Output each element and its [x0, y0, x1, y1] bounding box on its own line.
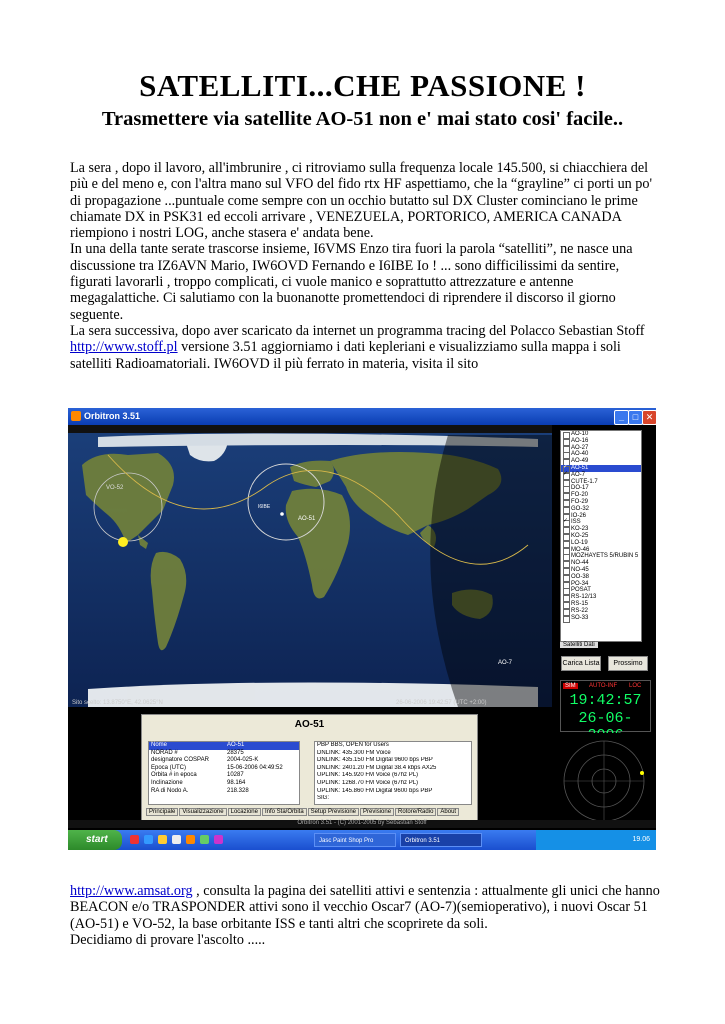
info-line: UPLINK: 1268.70 FM Voice (67hz PL): [317, 779, 419, 786]
satellite-list-item[interactable]: RS-22: [561, 608, 641, 615]
panel-tab[interactable]: About: [437, 808, 459, 816]
row-value: 15-06-2006 04:49:52: [227, 764, 283, 771]
clock-panel: [560, 680, 651, 732]
row-value: 28375: [227, 749, 244, 756]
row-value: 218.328: [227, 787, 249, 794]
frequency-info[interactable]: [314, 741, 472, 805]
satellite-list-item[interactable]: SO-33: [561, 615, 641, 622]
para-1b: In una della tante serate trascorse insieme, I6VMS Enzo tira fuori la parola “satelliti”, ne nasce una discussione tra IZ6AVN Mario, IW6OVD Fernando e I6IBE Io ! ... sono difficilissimi da sentire, figurati lavorarli , troppo complicati, ci vuole manico e soprattutto attrezzature e antenne megagalattiche. Ci salutiamo con la buonanotte promettendoci di riprendere il discorso il giorno seguente.: [70, 241, 633, 323]
ao51-label: AO-51: [298, 516, 316, 522]
close-icon[interactable]: ✕: [642, 410, 656, 425]
orbitron-screenshot: [68, 408, 656, 850]
satellite-list-item[interactable]: KO-23: [561, 526, 641, 533]
row-key: designatore COSPAR: [151, 757, 209, 764]
load-list-button[interactable]: Carica Lista: [561, 656, 601, 671]
satellite-list-item[interactable]: RS-12/13: [561, 594, 641, 601]
world-map[interactable]: [68, 425, 552, 707]
maximize-icon[interactable]: □: [628, 410, 643, 425]
document-subtitle: Trasmettere via satellite AO-51 non e' mai stato cosi' facile..: [101, 108, 624, 130]
quicklaunch-icon[interactable]: [144, 835, 153, 844]
satellite-list-item[interactable]: DO-17: [561, 485, 641, 492]
map-site-status: Sito scelto: 13.8750°E, 42.0625°N: [72, 700, 163, 706]
document-title: SATELLITI...CHE PASSIONE !: [139, 68, 586, 103]
satellite-list[interactable]: [560, 430, 642, 642]
table-row[interactable]: [149, 780, 299, 788]
satellite-list-item[interactable]: MO-46: [561, 547, 641, 554]
satellite-list-item[interactable]: AO-40: [561, 451, 641, 458]
row-key: RA di Nodo A.: [151, 787, 189, 794]
vo52-label: VO-52: [106, 485, 124, 491]
panel-title: AO-51: [294, 719, 325, 730]
info-line: UPLINK: 145.860 FM Digital 9600 bps PBP: [317, 787, 433, 794]
minimize-icon[interactable]: _: [614, 410, 629, 425]
panel-tab[interactable]: Principale: [146, 808, 178, 816]
map-time-status: 26-06-2006 19:42:57 (UTC +2:00): [396, 700, 487, 706]
panel-tab[interactable]: Visualizzazione: [179, 808, 226, 816]
quicklaunch-icon[interactable]: [130, 835, 139, 844]
status-bar: Orbitron 3.51 - (C) 2001-2005 by Sebastian Stoff: [68, 820, 656, 828]
para-2a: , consulta la pagina dei satelliti attivi e sentenzia : attualmente gli unici che hanno BEACON e/o TRASPONDER attivi sono il vecchio Oscar7 (AO-7)(semioperativo), i nuovi Oscar 51 (AO-51) e VO-52, la base orbitante ISS e tanti altri che scoprirete da soli.: [70, 883, 660, 932]
info-line: PBP BBS, OPEN for Users: [317, 742, 389, 748]
start-button[interactable]: start: [68, 830, 122, 850]
satellite-list-item[interactable]: NO-45: [561, 567, 641, 574]
system-tray-clock[interactable]: 19.06: [536, 830, 656, 850]
list-tabs[interactable]: Satelliti Dati: [560, 642, 598, 648]
para-1a: La sera , dopo il lavoro, all'imbrunire , ci ritroviamo sulla frequenza locale 145.500, si chiacchiera del più e del meno e, con l'altra mano sul VFO del fido rtx HF aspettiamo, che la “grayline” ci porti un po' di propagazione ...puntuale come sempre con un occhio butatto sul DX Cluster cominciano le prime chiamate DX in PSK31 ed eccoli arrivare , VENEZUELA, PORTORICO, AMERICA CANADA riempiono i nostri LOG, anche stasera e' andata bene.: [70, 160, 653, 242]
table-row[interactable]: [149, 772, 299, 780]
row-value: AO-51: [227, 742, 245, 748]
satellite-list-item[interactable]: IO-26: [561, 513, 641, 520]
quicklaunch-icon[interactable]: [214, 835, 223, 844]
satellite-list-item[interactable]: NO-44: [561, 560, 641, 567]
orbitron-app-icon: [71, 411, 81, 421]
satellite-list-item[interactable]: PO-34: [561, 581, 641, 588]
satellite-list-item[interactable]: POSAT: [561, 587, 641, 594]
ao7-label: AO-7: [498, 660, 513, 666]
table-row[interactable]: [149, 757, 299, 765]
satellite-list-item[interactable]: AO-7 ✓: [561, 472, 641, 479]
satellite-list-item[interactable]: AO-27: [561, 445, 641, 452]
satellite-list-item[interactable]: FO-20: [561, 492, 641, 499]
table-row[interactable]: [149, 788, 299, 796]
row-key: Nome: [151, 742, 168, 748]
closing-paragraph: [70, 883, 662, 948]
satellite-list-item[interactable]: MOZHAYETS 5/RUBIN 5: [561, 553, 641, 560]
next-button[interactable]: Prossimo: [608, 656, 648, 671]
panel-tab[interactable]: Previsione: [360, 808, 394, 816]
info-line: UPLINK: 145.920 FM Voice (67hz PL): [317, 772, 419, 779]
satellite-list-item[interactable]: AO-51 ✓: [561, 465, 641, 472]
row-key: NORAD #: [151, 749, 178, 756]
row-value: 2004-025-K: [227, 757, 259, 764]
table-row[interactable]: [149, 750, 299, 758]
satellite-list-item[interactable]: AO-10: [561, 431, 641, 438]
panel-tab[interactable]: Locazione: [228, 808, 261, 816]
clock-date: 26-06-: [578, 710, 633, 727]
panel-tabs[interactable]: [146, 809, 460, 815]
clock-time: 19:42:57: [569, 692, 642, 709]
row-key: Inclinazione: [151, 779, 183, 786]
amsat-link[interactable]: http://www.amsat.org: [70, 883, 193, 899]
table-row[interactable]: [149, 765, 299, 773]
window-title: Orbitron 3.51: [84, 411, 141, 421]
para-1c-pre: La sera successiva, dopo aver scaricato da internet un programma tracing del Polacco Sebastian Stoff: [70, 322, 645, 339]
info-line: DNLINK: 435.150 FM Digital 9600 bps PBP: [317, 757, 433, 764]
loc-tag[interactable]: LOC: [629, 683, 642, 689]
sim-tag[interactable]: SIM: [565, 683, 576, 689]
window-titlebar: [68, 408, 656, 425]
taskbar-orbitron[interactable]: Orbitron 3.51: [400, 833, 482, 847]
info-line: SIG:: [317, 795, 330, 802]
para-1c-post: versione 3.51 aggiorniamo i dati kepleriani e visualizziamo sulla mappa i soli satelliti Radioamatoriali. IW6OVD il più ferrato in materia, visita il sito: [70, 339, 621, 372]
satellite-list-item[interactable]: KO-25: [561, 533, 641, 540]
quicklaunch-icon[interactable]: [186, 835, 195, 844]
satellite-list-item[interactable]: FO-29: [561, 499, 641, 506]
satellite-list-item[interactable]: CUTE-1.7: [561, 479, 641, 486]
stoff-link[interactable]: http://www.stoff.pl: [70, 339, 178, 356]
row-key: Epoca (UTC): [151, 764, 187, 771]
panel-tab[interactable]: Setup Previsione: [308, 808, 359, 816]
row-value: 10287: [227, 772, 244, 779]
quicklaunch-icon[interactable]: [200, 835, 209, 844]
info-line: DNLINK: 2401.20 FM Digital 38.4 kbps AX25: [317, 764, 437, 771]
orbital-data-table[interactable]: [148, 741, 300, 805]
para-2b: Decidiamo di provare l'ascolto .....: [70, 931, 266, 948]
radar-display: [560, 733, 649, 828]
sun-marker: [118, 537, 128, 547]
satellite-list-item[interactable]: GO-32: [561, 506, 641, 513]
satellite-list-item[interactable]: LO-19: [561, 540, 641, 547]
intro-paragraph: [70, 160, 662, 372]
taskbar-paintshop[interactable]: Jasc Paint Shop Pro: [314, 833, 396, 847]
satellite-info-panel: [141, 714, 478, 822]
row-key: Orbita # in epoca: [151, 772, 197, 779]
auto-tag[interactable]: AUTO-INF: [589, 683, 618, 689]
satellite-list-item[interactable]: ISS ✓: [561, 519, 641, 526]
row-value: 98.164: [227, 779, 246, 786]
satellite-list-item[interactable]: RS-15: [561, 601, 641, 608]
quicklaunch-icon[interactable]: [158, 835, 167, 844]
panel-tab[interactable]: Info Sta/Orbita: [262, 808, 307, 816]
satellite-list-item[interactable]: AO-16: [561, 438, 641, 445]
taskbar: [68, 830, 656, 850]
quicklaunch-icon[interactable]: [172, 835, 181, 844]
panel-tab[interactable]: Rotore/Radio: [395, 808, 436, 816]
satellite-list-item[interactable]: OO-38: [561, 574, 641, 581]
info-line: DNLINK: 435.300 FM Voice: [317, 749, 391, 756]
table-row[interactable]: [149, 742, 299, 750]
station-label: I6IBE: [258, 504, 271, 510]
satellite-list-item[interactable]: AO-49: [561, 458, 641, 465]
